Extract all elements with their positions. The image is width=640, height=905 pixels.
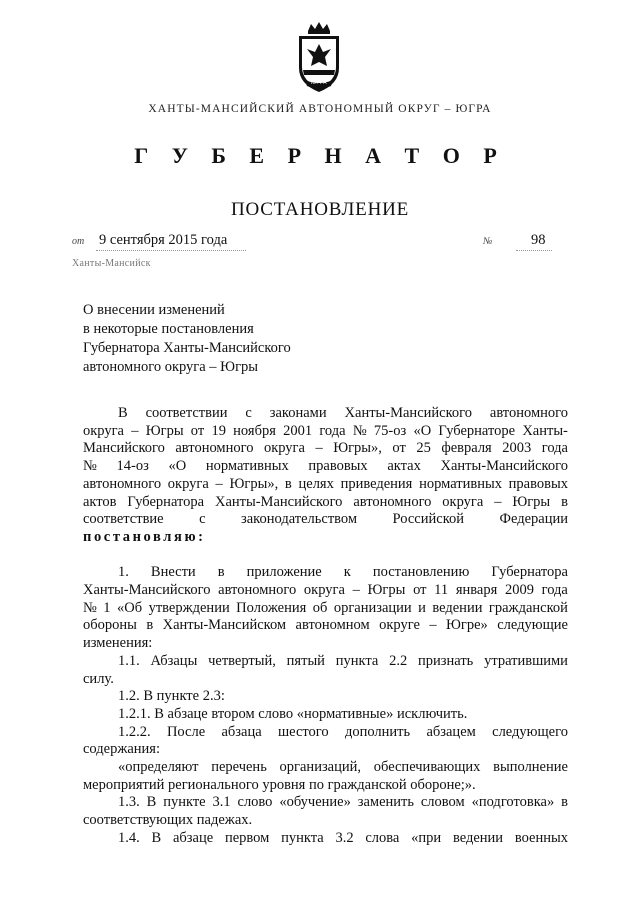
- word: четвертый,: [208, 652, 276, 669]
- word: соответствии: [145, 405, 228, 421]
- word: Ханты-Мансийского: [344, 405, 472, 421]
- word: округа: [83, 422, 124, 439]
- word: «обучение»: [279, 794, 351, 811]
- justified-line: [83, 440, 568, 458]
- justified-line: [83, 600, 568, 618]
- word: ведении: [432, 599, 483, 616]
- justified-line: [83, 564, 568, 582]
- word: пункта: [335, 652, 379, 669]
- item-1-2-2-paragraph: [83, 724, 568, 759]
- word: Ханты-Мансийском: [162, 617, 287, 634]
- organization-name: ХАНТЫ-МАНСИЙСКИЙ АВТОНОМНЫЙ ОКРУГ – ЮГРА: [148, 103, 492, 115]
- word: 2009: [504, 582, 534, 599]
- word: актов: [83, 493, 117, 510]
- word: Югре»: [445, 617, 488, 634]
- date-prefix-label: от: [72, 236, 85, 247]
- subject-line: Губернатора Ханты-Мансийского: [83, 340, 291, 356]
- word: в: [561, 493, 568, 510]
- subject-line: в некоторые постановления: [83, 321, 254, 337]
- word: Ханты-Мансийского: [83, 582, 211, 599]
- word: После: [166, 723, 206, 740]
- subject-line: автономного округа – Югры: [83, 359, 259, 375]
- word: Российской: [392, 511, 465, 528]
- word: Губернатора: [127, 493, 205, 510]
- word: 14-оз: [116, 458, 149, 475]
- resolve-word: постановляю:: [83, 528, 206, 545]
- word: Губернатора: [491, 564, 568, 581]
- word: Внести: [150, 564, 196, 581]
- word: Ханты-Мансийского: [440, 458, 568, 475]
- document-subject: [83, 301, 383, 377]
- word: Абзацы: [150, 652, 198, 669]
- word: законами: [269, 405, 327, 421]
- word: актах: [387, 458, 421, 475]
- document-body: [83, 405, 568, 848]
- word: автономного: [83, 475, 162, 492]
- word: от: [190, 422, 205, 439]
- item-1-4-paragraph: [83, 830, 568, 848]
- item-1-2-1-paragraph: 1.2.1. В абзаце втором слово «нормативные» исключить.: [118, 705, 468, 722]
- word: 1.2.2.: [118, 723, 151, 740]
- word: 2001: [283, 422, 313, 439]
- word: от: [392, 440, 406, 457]
- word: Положения: [236, 599, 307, 616]
- justified-line: [83, 759, 568, 777]
- word: 11: [434, 582, 449, 599]
- word: правовых: [308, 458, 368, 475]
- word: Югры: [512, 493, 551, 510]
- justified-line: [83, 494, 568, 512]
- word: округе: [379, 617, 420, 634]
- word: автономного: [175, 440, 254, 457]
- word: –: [215, 475, 223, 492]
- word: –: [352, 582, 360, 599]
- justified-line: [83, 423, 568, 441]
- word: выполнение: [493, 759, 568, 776]
- preamble-paragraph: [83, 405, 568, 547]
- word: слова: [365, 829, 400, 846]
- word: и: [418, 599, 426, 616]
- word: нормативных: [205, 458, 289, 475]
- word: округа: [303, 582, 345, 599]
- justified-line: [83, 794, 568, 812]
- word: законодательством: [241, 511, 358, 528]
- word: –: [315, 440, 323, 457]
- word: №: [83, 599, 97, 616]
- item-1-3-paragraph: [83, 794, 568, 829]
- word: Федерации: [499, 511, 568, 528]
- word: округа: [442, 493, 484, 510]
- word: пункта: [281, 829, 324, 846]
- word: утратившими: [484, 652, 568, 669]
- paragraph-last-line: силу.: [83, 670, 114, 687]
- word: «Об: [117, 599, 143, 616]
- word: 3.1: [212, 794, 231, 811]
- word: автономного: [353, 493, 432, 510]
- word: 2003: [502, 440, 532, 457]
- subject-line: О внесении изменений: [83, 302, 225, 318]
- word: ноября: [233, 422, 276, 439]
- word: в: [561, 794, 568, 811]
- document-number: 98: [531, 232, 546, 248]
- word: года: [319, 422, 346, 439]
- word: военных: [514, 829, 568, 846]
- word: организаций,: [279, 759, 362, 776]
- word: с: [199, 511, 206, 528]
- date-underline: [96, 250, 246, 251]
- document-type-title: ПОСТАНОВЛЕНИЕ: [230, 199, 410, 220]
- word: Мансийского: [83, 440, 165, 457]
- word: февраля: [441, 440, 492, 457]
- word: в: [217, 564, 225, 581]
- justified-line: [83, 724, 568, 742]
- word: целях: [298, 475, 334, 492]
- paragraph-last-line: содержания:: [83, 741, 161, 758]
- word: от: [413, 582, 427, 599]
- word: В: [151, 829, 162, 846]
- justified-line: [83, 582, 568, 600]
- word: округа: [167, 475, 209, 492]
- number-underline: [516, 250, 552, 251]
- word: правовых: [508, 475, 568, 492]
- word: «О: [168, 458, 187, 475]
- word: в: [284, 475, 292, 492]
- word: следующего: [492, 723, 568, 740]
- word: 1.3.: [118, 794, 140, 811]
- word: 1.1.: [118, 652, 140, 669]
- word: –: [429, 617, 437, 634]
- word: пункте: [163, 794, 206, 811]
- word: дополнить: [344, 723, 411, 740]
- word: абзаце: [172, 829, 214, 846]
- word: 1.: [118, 564, 129, 581]
- document-city: Ханты-Мансийск: [72, 258, 151, 269]
- word: №: [352, 422, 367, 439]
- paragraph-last-line: мероприятий регионального уровня по гражданской обороне;».: [83, 776, 476, 793]
- word: автономного: [489, 405, 568, 421]
- word: округа: [263, 440, 305, 457]
- word: №: [83, 458, 97, 475]
- word: года: [541, 582, 568, 599]
- word: ведении: [452, 829, 504, 846]
- word: 19: [211, 422, 226, 439]
- word: обеспечивающих: [373, 759, 481, 776]
- paragraph-last-line: изменения:: [83, 635, 153, 652]
- word: года: [541, 440, 568, 457]
- word: шестого: [278, 723, 329, 740]
- word: слово: [237, 794, 273, 811]
- justified-line: [83, 830, 568, 848]
- word: обороны: [83, 617, 137, 634]
- word: Югры»,: [333, 440, 382, 457]
- word: –: [131, 422, 139, 439]
- word: первом: [224, 829, 270, 846]
- item-1-1-paragraph: [83, 653, 568, 688]
- word: 3.2: [335, 829, 354, 846]
- document-date: 9 сентября 2015 года: [99, 232, 228, 248]
- word: 2.2: [389, 652, 408, 669]
- word: 75-оз: [373, 422, 407, 439]
- word: «О: [413, 422, 432, 439]
- word: признать: [418, 652, 474, 669]
- word: к: [343, 564, 351, 581]
- quote-paragraph: [83, 759, 568, 794]
- coat-of-arms-emblem: [291, 22, 347, 98]
- word: Ханты-: [522, 422, 568, 439]
- word: соответствие: [83, 511, 164, 528]
- word: «определяют: [118, 759, 199, 776]
- word: в: [146, 617, 154, 634]
- word: автономном: [295, 617, 370, 634]
- word: постановлению: [372, 564, 470, 581]
- word: абзацем: [426, 723, 476, 740]
- word: гражданской: [488, 599, 568, 616]
- paragraph-last-line: соответствующих падежах.: [83, 812, 253, 829]
- word: пятый: [286, 652, 325, 669]
- justified-line: [83, 458, 568, 476]
- word: организации: [333, 599, 412, 616]
- word: Ханты-Мансийского: [214, 493, 343, 510]
- item-1-paragraph: [83, 564, 568, 653]
- word: словом: [420, 794, 465, 811]
- word: «при: [411, 829, 442, 846]
- word: Югры»,: [229, 475, 279, 492]
- word: 1.4.: [118, 829, 140, 846]
- word: автономного: [218, 582, 297, 599]
- word: 25: [416, 440, 431, 457]
- word: Югры: [145, 422, 184, 439]
- word: с: [245, 405, 252, 421]
- word: января: [455, 582, 498, 599]
- word: заменить: [357, 794, 414, 811]
- word: приложение: [246, 564, 322, 581]
- word: абзаца: [221, 723, 262, 740]
- word: –: [494, 493, 502, 510]
- word: нормативных: [419, 475, 502, 492]
- word: утверждении: [148, 599, 230, 616]
- number-sign-label: №: [483, 236, 493, 247]
- document-authority-title: Г У Б Е Р Н А Т О Р: [134, 143, 506, 168]
- word: 1: [103, 599, 111, 616]
- justified-line: [83, 617, 568, 635]
- word: «подготовка»: [471, 794, 555, 811]
- word: перечень: [211, 759, 267, 776]
- word: В: [118, 405, 128, 421]
- justified-line: [83, 476, 568, 494]
- paragraph-gap: [83, 547, 568, 565]
- justified-line: [83, 511, 568, 529]
- word: В: [146, 794, 157, 811]
- item-1-2-paragraph: 1.2. В пункте 2.3:: [118, 688, 225, 705]
- word: следующие: [497, 617, 568, 634]
- word: об: [312, 599, 328, 616]
- word: Губернаторе: [438, 422, 516, 439]
- justified-line: [83, 405, 568, 423]
- justified-line: [83, 653, 568, 671]
- word: Югры: [367, 582, 406, 599]
- emblem-ribbon-text: ЮГРА: [310, 80, 328, 86]
- word: приведения: [340, 475, 413, 492]
